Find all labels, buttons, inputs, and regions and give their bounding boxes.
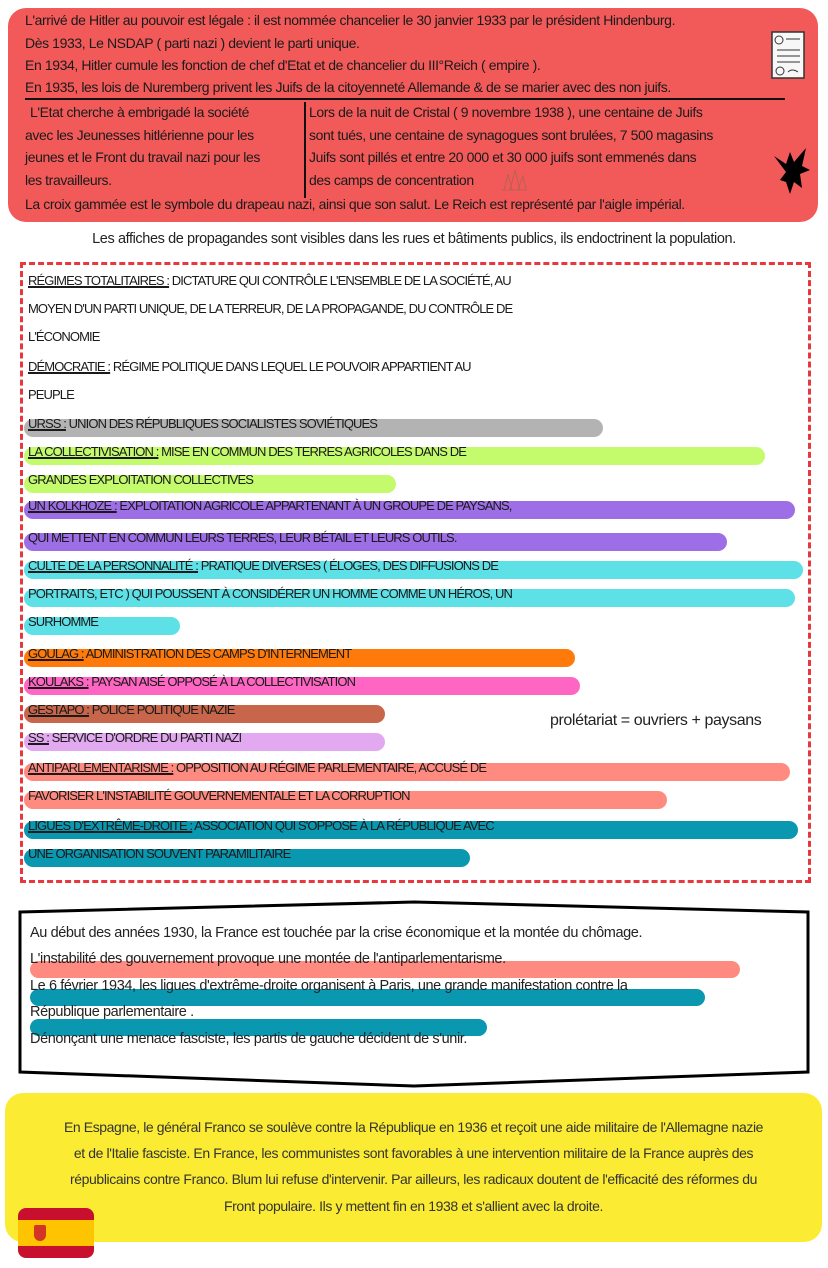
definition-text (28, 416, 377, 431)
definition-body: MOYEN D'UN PARTI UNIQUE, DE LA TERREUR, DE LA PROPAGANDE, DU CONTRÔLE DE (28, 301, 513, 316)
definition-text (28, 558, 498, 573)
definition-term: CULTE DE LA PERSONNALITÉ : (28, 558, 198, 573)
kristallnacht-text: Lors de la nuit de Cristal ( 9 novembre 1938 ), une centaine de Juifs (309, 104, 703, 120)
definition-text (28, 818, 494, 833)
crystal-icon (500, 168, 528, 192)
definition-body: ASSOCIATION QUI S'OPPOSE À LA RÉPUBLIQUE AVEC (192, 818, 494, 833)
definition-text (28, 472, 253, 487)
definition-body: UNE ORGANISATION SOUVENT PARAMILITAIRE (28, 846, 291, 861)
definition-text (28, 614, 98, 629)
definition-text (28, 702, 234, 717)
definition-body: DICTATURE QUI CONTRÔLE L'ENSEMBLE DE LA SOCIÉTÉ, AU (169, 273, 511, 288)
definition-body: PRATIQUE DIVERSES ( ÉLOGES, DES DIFFUSIONS DE (197, 558, 499, 573)
definition-term: SS : (28, 730, 49, 745)
state-text: jeunes et le Front du travail nazi pour les (25, 149, 260, 165)
definition-body: PAYSAN AISÉ OPPOSÉ À LA COLLECTIVISATION (88, 674, 356, 689)
spain-line: Front populaire. Ils y mettent fin en 1938 et s'allient avec la droite. (224, 1198, 603, 1214)
spain-box (5, 1093, 822, 1242)
definition-text (28, 359, 471, 374)
definition-text (28, 273, 511, 288)
state-text: avec les Jeunesses hitlérienne pour les (25, 127, 254, 143)
eagle-icon (772, 148, 812, 194)
definition-term: UN KOLKHOZE : (28, 498, 117, 513)
definition-text (28, 387, 74, 402)
definition-body: FAVORISER L'INSTABILITÉ GOUVERNEMENTALE ET LA CORRUPTION (28, 788, 410, 803)
definition-body: QUI METTENT EN COMMUN LEURS TERRES, LEUR BÉTAIL ET LEURS OUTILS. (28, 530, 457, 545)
france-line: Au début des années 1930, la France est touchée par la crise économique et la montée du chômage. (30, 925, 643, 941)
definition-body: PORTRAITS, ETC ) QUI POUSSENT À CONSIDÉRER UN HOMME COMME UN HÉROS, UN (28, 586, 513, 601)
definition-term: KOULAKS : (28, 674, 89, 689)
divider (304, 102, 306, 198)
definition-text (28, 444, 466, 459)
definition-body: EXPLOITATION AGRICOLE APPARTENANT À UN GROUPE DE PAYSANS, (116, 498, 512, 513)
kristallnacht-text: sont tués, une centaine de synagogues sont brulées, 7 500 magasins (309, 127, 714, 143)
definition-text (28, 730, 241, 745)
spain-flag-icon (18, 1208, 94, 1258)
definition-body: OPPOSITION AU RÉGIME PARLEMENTAIRE, ACCUSÉ DE (173, 760, 487, 775)
definition-text (28, 674, 355, 689)
divider (25, 98, 785, 100)
france-line: Le 6 février 1934, les ligues d'extrême-droite organisent à Paris, une grande manifestation contre la (30, 978, 628, 994)
germany-line: En 1934, Hitler cumule les fonction de chef d'Etat et de chancelier du III°Reich ( empire ). (25, 57, 541, 73)
france-line: Dénonçant une menace fasciste, les partis de gauche décident de s'unir. (30, 1031, 468, 1047)
germany-line: L'arrivé de Hitler au pouvoir est légale : il est nommée chancelier le 30 janvier 1933 par le président Hindenburg. (25, 12, 676, 28)
germany-line: En 1935, les lois de Nuremberg privent les Juifs de la citoyenneté Allemande & de se marier avec des non juifs. (25, 79, 671, 95)
france-line: L'instabilité des gouvernement provoque une montée de l'antiparlementarisme. (30, 951, 506, 967)
germany-footer: La croix gammée est le symbole du drapeau nazi, ainsi que son salut. Le Reich est représenté par l'aigle impérial. (25, 196, 685, 212)
definition-text (28, 760, 486, 775)
propaganda-note: Les affiches de propagandes sont visibles dans les rues et bâtiments publics, ils endoctrinent la population. (92, 231, 736, 247)
definition-body: SERVICE D'ORDRE DU PARTI NAZI (48, 730, 242, 745)
state-text: L'Etat cherche à embrigadé la société (30, 104, 250, 120)
definition-term: DÉMOCRATIE : (28, 359, 111, 374)
definition-text (28, 788, 410, 803)
definition-text (28, 530, 457, 545)
definition-term: URSS : (28, 416, 66, 431)
definition-text (28, 586, 512, 601)
spain-line: et de l'Italie fasciste. En France, les communistes sont favorables à une intervention militaire de la France auprès des (73, 1145, 754, 1161)
definition-term: RÉGIMES TOTALITAIRES : (28, 273, 170, 288)
definition-body: MISE EN COMMUN DES TERRES AGRICOLES DANS DE (158, 444, 467, 459)
definition-body: POLICE POLITIQUE NAZIE (89, 702, 235, 717)
spain-line: En Espagne, le général Franco se soulève contre la République en 1936 et reçoit une aide militaire de l'Allemagne nazie (63, 1119, 764, 1135)
kristallnacht-text: Juifs sont pillés et entre 20 000 et 30 000 juifs sont emmenés dans (309, 149, 697, 165)
definition-body: RÉGIME POLITIQUE DANS LEQUEL LE POUVOIR APPARTIENT AU (110, 359, 471, 374)
definition-body: ADMINISTRATION DES CAMPS D'INTERNEMENT (83, 646, 352, 661)
definition-body: GRANDES EXPLOITATION COLLECTIVES (28, 472, 253, 487)
definition-term: LA COLLECTIVISATION : (28, 444, 159, 459)
definition-text (28, 846, 290, 861)
definition-term: ANTIPARLEMENTARISME : (28, 760, 174, 775)
definition-term: GESTAPO : (28, 702, 90, 717)
france-line: République parlementaire . (30, 1004, 194, 1020)
document-icon (768, 30, 808, 82)
definition-text (28, 646, 351, 661)
spain-line: républicains contre Franco. Blum lui refuse d'intervenir. Par ailleurs, les radicaux doutent de l'efficacité des réformes du (70, 1171, 757, 1187)
definition-body: SURHOMME (28, 614, 99, 629)
definition-term: GOULAG : (28, 646, 84, 661)
proletariat-note: prolétariat = ouvriers + paysans (550, 712, 762, 729)
definition-body: L'ÉCONOMIE (28, 329, 100, 344)
state-text: les travailleurs. (25, 172, 112, 188)
germany-line: Dès 1933, Le NSDAP ( parti nazi ) devient le parti unique. (25, 35, 360, 51)
definition-body: UNION DES RÉPUBLIQUES SOCIALISTES SOVIÉTIQUES (65, 416, 378, 431)
definition-text (28, 301, 512, 316)
kristallnacht-text: des camps de concentration (309, 172, 474, 188)
definition-text (28, 329, 100, 344)
definition-body: PEUPLE (28, 387, 74, 402)
definition-text (28, 498, 511, 513)
definition-term: LIGUES D'EXTRÊME-DROITE : (28, 818, 193, 833)
